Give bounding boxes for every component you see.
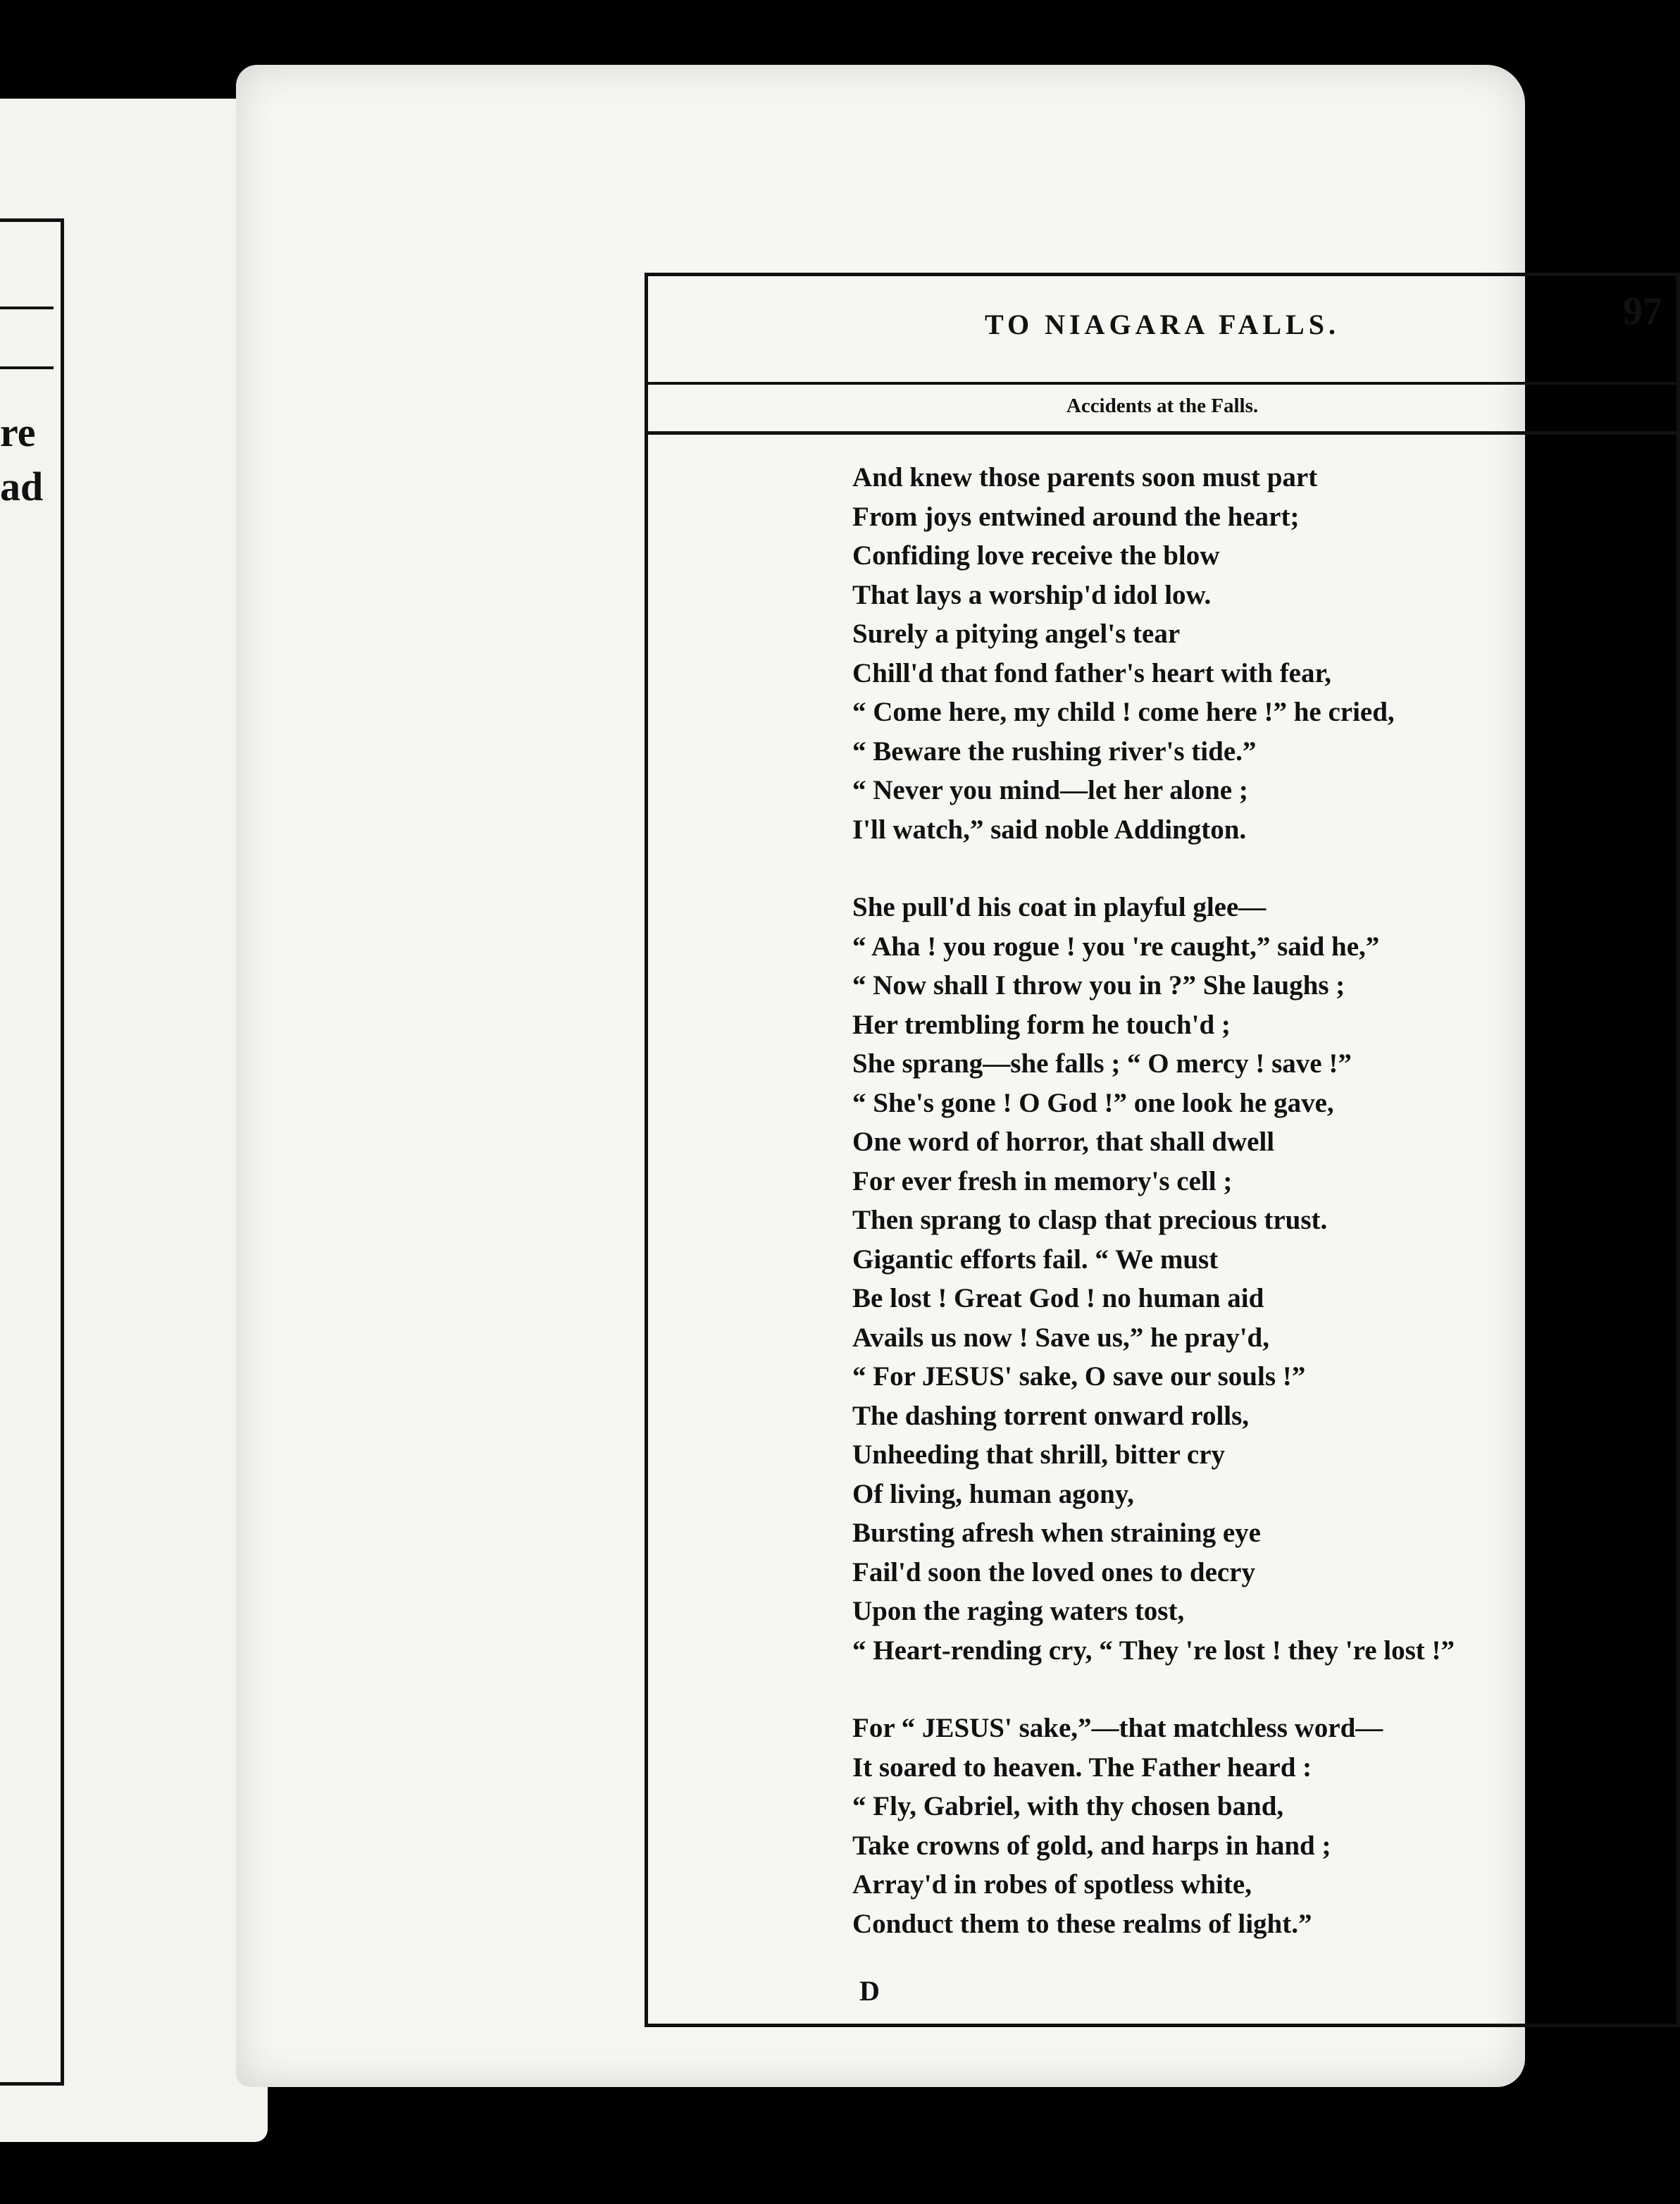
poem-line: “ For JESUS' sake, O save our souls !” xyxy=(852,1361,1306,1392)
poem-line: The dashing torrent onward rolls, xyxy=(852,1400,1250,1431)
poem-line: “ Come here, my child ! come here !” he cried, xyxy=(852,697,1395,727)
page-number: 97 xyxy=(1623,290,1662,333)
poem-line: From joys entwined around the heart; xyxy=(852,501,1300,532)
poem-stanza xyxy=(852,458,1662,849)
poem-line: “ She's gone ! O God !” one look he gave, xyxy=(852,1087,1334,1118)
poem-line: Of living, human agony, xyxy=(852,1478,1134,1509)
poem-line: Take crowns of gold, and harps in hand ; xyxy=(852,1830,1331,1861)
poem-line: Upon the raging waters tost, xyxy=(852,1596,1185,1626)
poem-line: Fail'd soon the loved ones to decry xyxy=(852,1556,1255,1587)
poem-line: Bursting afresh when straining eye xyxy=(852,1518,1261,1548)
facing-page-fragment: ad xyxy=(0,464,44,509)
poem-line: One word of horror, that shall dwell xyxy=(852,1127,1275,1157)
poem-line: Chill'd that fond father's heart with fear, xyxy=(852,657,1331,688)
poem-line: Conduct them to these realms of light.” xyxy=(852,1908,1312,1939)
poem-line: I'll watch,” said noble Addington. xyxy=(852,814,1247,845)
poem-line: “ Beware the rushing river's tide.” xyxy=(852,736,1257,767)
poem-line: “ Never you mind—let her alone ; xyxy=(852,775,1248,805)
poem-line: Then sprang to clasp that precious trust. xyxy=(852,1205,1328,1235)
signature-mark: D xyxy=(859,1975,880,2007)
section-header xyxy=(648,389,1676,435)
page-frame xyxy=(645,273,1680,2027)
poem-body xyxy=(852,458,1662,1982)
poem-line: “ Now shall I throw you in ?” She laughs ; xyxy=(852,970,1345,1001)
poem-line: For ever fresh in memory's cell ; xyxy=(852,1165,1233,1196)
poem-stanza xyxy=(852,888,1662,1670)
poem-line: And knew those parents soon must part xyxy=(852,462,1318,493)
running-header xyxy=(648,276,1676,385)
book-page xyxy=(236,65,1662,2087)
facing-page-rule xyxy=(0,366,54,369)
poem-stanza xyxy=(852,1709,1662,1943)
poem-line: Gigantic efforts fail. “ We must xyxy=(852,1244,1219,1275)
poem-line: Surely a pitying angel's tear xyxy=(852,619,1181,649)
poem-line: Array'd in robes of spotless white, xyxy=(852,1869,1252,1900)
poem-line: “ Heart-rending cry, “ They 're lost ! they 're lost !” xyxy=(852,1635,1455,1666)
poem-line: She pull'd his coat in playful glee— xyxy=(852,892,1267,922)
poem-line: Unheeding that shrill, bitter cry xyxy=(852,1440,1226,1470)
poem-line: Confiding love receive the blow xyxy=(852,540,1220,571)
facing-page-rule xyxy=(0,307,54,309)
poem-line: For “ JESUS' sake,”—that matchless word— xyxy=(852,1713,1383,1743)
facing-page-fragment: re xyxy=(0,409,36,455)
poem-line: “ Fly, Gabriel, with thy chosen band, xyxy=(852,1791,1284,1821)
poem-line: That lays a worship'd idol low. xyxy=(852,579,1212,610)
poem-line: Her trembling form he touch'd ; xyxy=(852,1009,1231,1040)
poem-line: Avails us now ! Save us,” he pray'd, xyxy=(852,1322,1269,1353)
poem-line: It soared to heaven. The Father heard : xyxy=(852,1752,1312,1783)
poem-line: “ Aha ! you rogue ! you 're caught,” said he,” xyxy=(852,931,1380,962)
poem-line: Be lost ! Great God ! no human aid xyxy=(852,1283,1264,1313)
page-title: TO NIAGARA FALLS. xyxy=(985,309,1340,340)
section-title: Accidents at the Falls. xyxy=(1066,395,1259,417)
poem-line: She sprang—she falls ; “ O mercy ! save !” xyxy=(852,1048,1352,1079)
facing-page xyxy=(0,99,268,2142)
